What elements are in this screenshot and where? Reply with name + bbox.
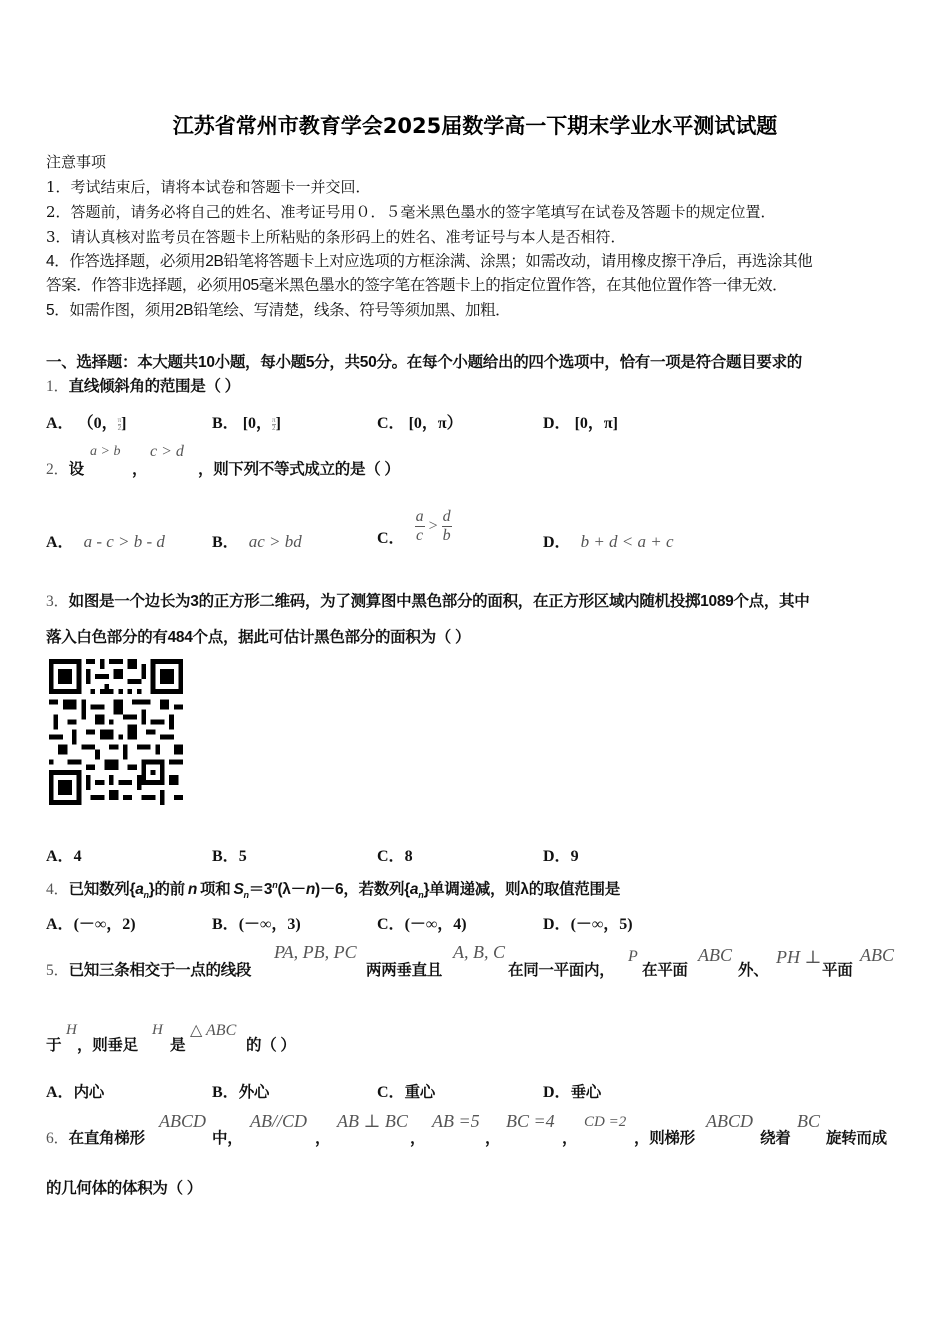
option-label: A．	[46, 415, 74, 432]
q6-math-parallel: AB//CD	[250, 1111, 307, 1131]
option-math: a - c > b - d	[83, 532, 165, 551]
q2-condition-1: a > b	[90, 444, 121, 459]
q5-math-h: H	[66, 1022, 77, 1038]
q6-math-axis: BC	[797, 1111, 821, 1131]
option-label: C．	[377, 916, 405, 933]
q2-separator: ，	[132, 461, 148, 478]
option-label: D．	[543, 534, 571, 551]
q6-comma: ，	[485, 1130, 501, 1147]
q6-math-bc: BC =4	[506, 1111, 555, 1131]
question-text: }单调递减，则λ的取值范围是	[423, 881, 620, 898]
option-text: [0，	[242, 415, 273, 432]
question-text: 项和	[200, 881, 231, 898]
question-text: 已知三条相交于一点的线段	[68, 962, 252, 979]
math-var: a	[409, 881, 419, 898]
question-6-stem-start	[46, 1126, 145, 1148]
section-heading: 一、选择题：本大题共10小题，每小题5分，共50分。在每个小题给出的四个选项中，恰有一项是符合题目要求的	[46, 354, 803, 371]
option-label: D．	[543, 916, 571, 933]
qr-code-image	[49, 659, 183, 805]
q5-text: ，则垂足	[77, 1037, 138, 1054]
option-label: C．	[377, 530, 405, 547]
q5-math-triangle: △ ABC	[190, 1022, 237, 1039]
q5-option-a[interactable]	[46, 1079, 104, 1102]
math-sub: n	[143, 890, 149, 901]
q5-option-b[interactable]	[212, 1079, 269, 1102]
question-number: 2．	[46, 461, 69, 478]
option-text: (－∞，5)	[570, 916, 633, 933]
comparison-operator: >	[428, 517, 438, 535]
option-text: 9	[570, 848, 579, 865]
q6-comma: ，	[410, 1130, 426, 1147]
option-text: ]	[275, 415, 281, 432]
notice-item-2: 2．答题前，请务必将自己的姓名、准考证号用０．５毫米黑色墨水的签字笔填写在试卷及答题卡的规定位置．	[46, 203, 776, 221]
q5-text: 是	[170, 1037, 186, 1054]
option-label: B．	[212, 415, 239, 432]
notice-item-4-cont: 答案．作答非选择题，必须用05毫米黑色墨水的签字笔在答题卡上的指定位置作答，在其他位置作答一律无效．	[46, 277, 788, 294]
question-text: (λ－	[277, 881, 306, 898]
option-label: C．	[377, 848, 405, 865]
q5-text: 于	[46, 1037, 62, 1054]
question-text: ＝3	[248, 881, 273, 898]
option-text: （0，	[77, 415, 118, 432]
option-text: 8	[404, 848, 413, 865]
option-text: (－∞，4)	[404, 916, 467, 933]
option-label: D．	[543, 1084, 571, 1101]
q3-option-a[interactable]	[46, 843, 82, 866]
notice-heading: 注意事项	[46, 153, 107, 171]
question-4-stem	[46, 877, 620, 900]
option-math: b + d < a + c	[580, 532, 674, 551]
option-label: D．	[543, 848, 571, 865]
q5-math-plane: ABC	[698, 945, 732, 965]
q6-math-perpendicular: AB ⊥ BC	[337, 1111, 408, 1131]
option-text: [0，π）	[408, 415, 463, 432]
math-sub: n	[243, 890, 249, 901]
option-label: B．	[212, 534, 239, 551]
q5-math-plane: ABC	[860, 945, 894, 965]
option-label: A．	[46, 1084, 74, 1101]
option-label: B．	[212, 848, 239, 865]
q6-math-ab: AB =5	[432, 1111, 480, 1131]
q5-option-d[interactable]	[543, 1079, 601, 1102]
q6-text: ，则梯形	[634, 1130, 695, 1147]
math-sub: n	[418, 890, 424, 901]
option-label: D．	[543, 415, 571, 432]
question-text: 设	[68, 461, 84, 478]
question-3-stem-line1	[46, 589, 809, 611]
q6-stem-end: 的几何体的体积为（ ）	[46, 1180, 203, 1197]
q2-option-a[interactable]	[46, 529, 165, 552]
notice-item-5: 5．如需作图，须用2B铅笔绘、写清楚，线条、符号等须加黑、加粗．	[46, 302, 511, 319]
q6-math-cd: CD =2	[584, 1114, 627, 1130]
notice-item-4: 4．作答选择题，必须用2B铅笔将答题卡上对应选项的方框涂满、涂黑；如需改动，请用橡皮擦干净后，再选涂其他	[46, 253, 813, 270]
q5-text: 两两垂直且	[366, 962, 443, 979]
question-2-stem	[46, 457, 84, 479]
fraction: $\frac{\pi}{2}$	[117, 415, 122, 432]
question-number: 6．	[46, 1130, 69, 1147]
option-text: 重心	[404, 1084, 435, 1101]
option-text: 内心	[73, 1084, 104, 1101]
question-text: 如图是一个边长为3的正方形二维码，为了测算图中黑色部分的面积，在正方形区域内随机投掷1089个点，其中	[68, 593, 810, 610]
q2-option-d[interactable]	[543, 529, 674, 552]
option-label: A．	[46, 916, 74, 933]
q2-option-b[interactable]	[212, 529, 302, 552]
question-number: 3．	[46, 593, 69, 610]
q6-comma: ，	[562, 1130, 578, 1147]
q6-text: 旋转而成	[826, 1130, 887, 1147]
question-number: 5．	[46, 962, 69, 979]
q4-option-c[interactable]	[377, 911, 467, 934]
math-sup: n	[272, 879, 278, 890]
math-var: n	[305, 881, 315, 898]
q5-text: 平面	[822, 962, 853, 979]
q5-text: 的（ ）	[246, 1037, 296, 1054]
document-title: 江苏省常州市教育学会2025届数学高一下期末学业水平测试试题	[172, 114, 778, 138]
option-text: 5	[238, 848, 247, 865]
question-3-stem-line2: 落入白色部分的有484个点，据此可估计黑色部分的面积为（ ）	[46, 629, 471, 646]
q1-option-a[interactable]	[46, 410, 126, 433]
q6-text: 中，	[212, 1130, 243, 1147]
math-var: a	[135, 881, 144, 898]
q5-text: 在平面	[642, 962, 688, 979]
q5-math-p: P	[628, 948, 638, 965]
notice-item-3: 3．请认真核对监考员在答题卡上所粘贴的条形码上的姓名、准考证号与本人是否相符．	[46, 228, 626, 246]
option-text: 4	[73, 848, 82, 865]
q3-option-c[interactable]	[377, 843, 413, 866]
q3-option-d[interactable]	[543, 843, 579, 866]
q5-math-points: A, B, C	[453, 942, 505, 962]
math-var: n	[187, 881, 198, 898]
question-5-stem-start	[46, 958, 251, 980]
option-label: B．	[212, 1084, 239, 1101]
question-1-stem	[46, 374, 240, 396]
q4-option-b[interactable]	[212, 911, 301, 934]
question-text: }的前	[148, 881, 185, 898]
q1-option-b[interactable]	[212, 410, 281, 433]
option-text: (－∞，2)	[73, 916, 136, 933]
option-label: A．	[46, 534, 74, 551]
q1-option-c[interactable]	[377, 410, 463, 433]
option-text: [0，π]	[574, 415, 618, 432]
q3-option-b[interactable]	[212, 843, 247, 866]
question-text: )－6，若数列{	[315, 881, 410, 898]
option-label: B．	[212, 916, 239, 933]
question-number: 4．	[46, 881, 69, 898]
q4-option-a[interactable]	[46, 911, 136, 934]
option-text: 垂心	[570, 1084, 601, 1101]
fraction: $\frac{\pi}{2}$	[272, 415, 276, 432]
option-text: (－∞，3)	[238, 916, 301, 933]
q4-option-d[interactable]	[543, 911, 633, 934]
q5-text: 在同一平面内，	[508, 962, 615, 979]
q6-comma: ，	[315, 1130, 331, 1147]
q5-math-perp: PH ⊥	[776, 947, 822, 967]
q5-text: 外、	[738, 962, 769, 979]
q6-math-trapezoid: ABCD	[706, 1111, 753, 1131]
q6-text: 绕着	[760, 1130, 791, 1147]
option-text: 外心	[238, 1084, 270, 1101]
q5-math-segments: PA, PB, PC	[274, 942, 357, 962]
math-var: S	[233, 881, 244, 898]
option-label: A．	[46, 848, 74, 865]
question-text: 在直角梯形	[68, 1130, 145, 1147]
q6-math-trapezoid: ABCD	[159, 1111, 206, 1131]
q5-math-h: H	[152, 1022, 163, 1038]
question-text: 直线倾斜角的范围是（ ）	[68, 378, 240, 395]
q1-option-d[interactable]	[543, 410, 618, 433]
notice-item-1: 1．考试结束后，请将本试卷和答题卡一并交回．	[46, 178, 371, 196]
q2-option-c[interactable]	[377, 505, 452, 548]
option-label: C．	[377, 1084, 405, 1101]
question-text: 已知数列{	[68, 881, 136, 898]
fraction-a-over-c: $\frac{a}{c}$	[415, 508, 424, 544]
q2-condition-2: c > d	[150, 443, 184, 460]
option-text: ]	[121, 415, 127, 432]
q2-stem-post: ，则下列不等式成立的是（ ）	[198, 461, 400, 478]
question-number: 1．	[46, 378, 69, 395]
option-label: C．	[377, 415, 405, 432]
fraction-d-over-b: $\frac{d}{b}$	[442, 508, 451, 544]
q5-option-c[interactable]	[377, 1079, 435, 1102]
option-math: ac > bd	[248, 532, 302, 551]
